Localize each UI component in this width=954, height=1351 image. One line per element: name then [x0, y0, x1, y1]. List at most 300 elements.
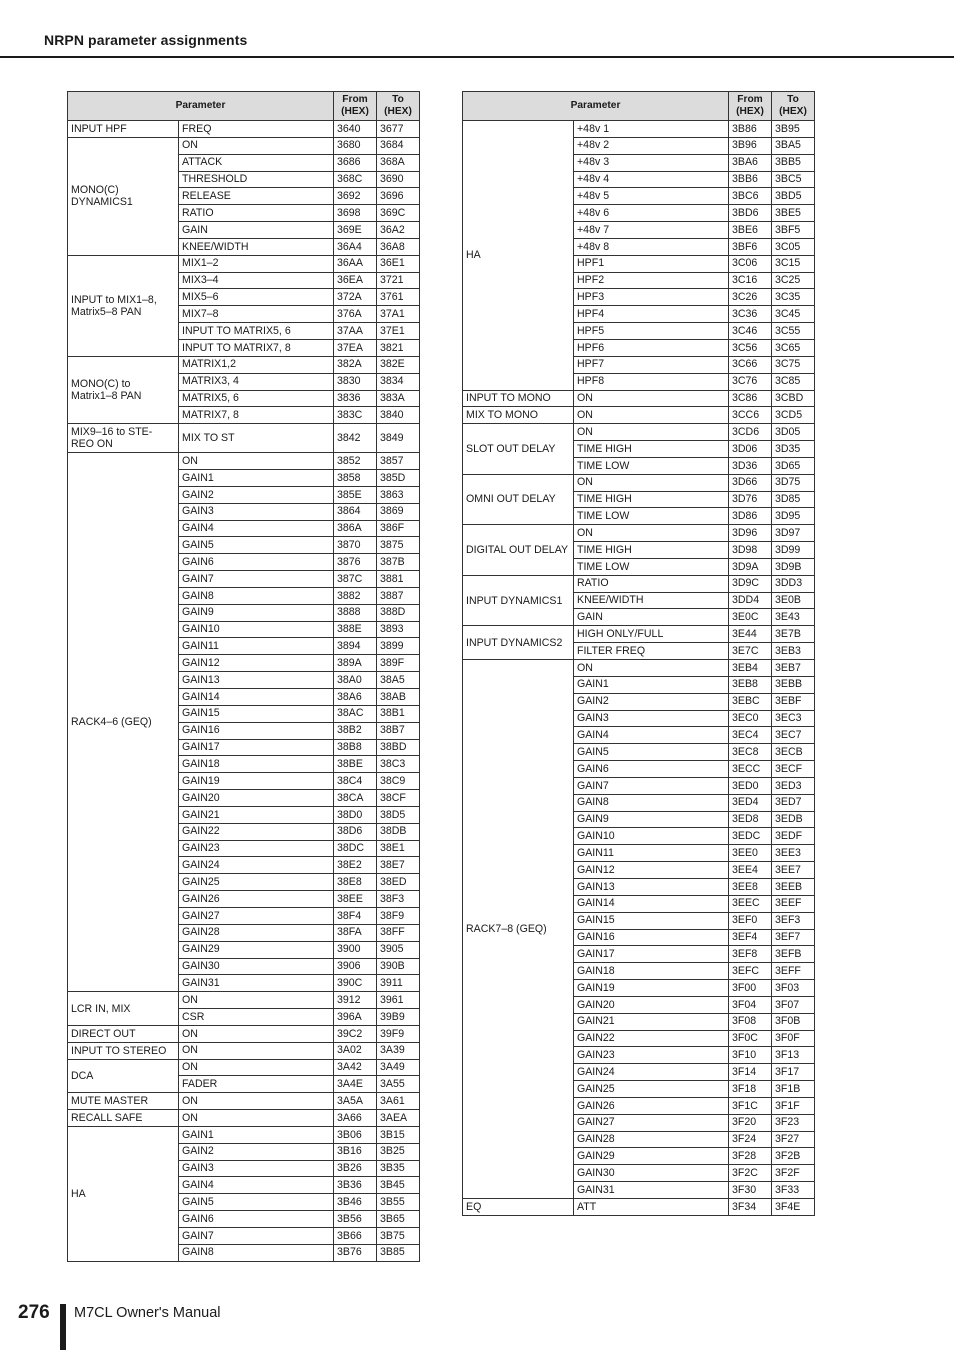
- parameter-group: DCA: [68, 1059, 179, 1093]
- nrpn-table-right: [462, 91, 815, 1216]
- parameter-name: MIX TO ST: [179, 424, 334, 453]
- from-hex: 3CD6: [729, 424, 772, 441]
- parameter-name: ON: [179, 992, 334, 1009]
- to-hex: 3AEA: [377, 1110, 420, 1127]
- from-hex: 36EA: [334, 272, 377, 289]
- parameter-name: FILTER FREQ: [574, 643, 729, 660]
- from-hex: 3F1C: [729, 1097, 772, 1114]
- table-row: [68, 1110, 420, 1127]
- to-hex: 3ECB: [772, 744, 815, 761]
- parameter-name: GAIN10: [179, 621, 334, 638]
- table-row: [463, 1199, 815, 1216]
- parameter-name: GAIN30: [574, 1165, 729, 1182]
- from-hex: 3BE6: [729, 222, 772, 239]
- parameter-name: TIME HIGH: [574, 441, 729, 458]
- to-hex: 3BE5: [772, 205, 815, 222]
- from-hex: 3F04: [729, 996, 772, 1013]
- from-hex: 3C86: [729, 390, 772, 407]
- to-hex: 39F9: [377, 1025, 420, 1042]
- to-hex: 3CBD: [772, 390, 815, 407]
- parameter-group: LCR IN, MIX: [68, 992, 179, 1026]
- parameter-name: INPUT TO MATRIX5, 6: [179, 323, 334, 340]
- to-hex: 3F2B: [772, 1148, 815, 1165]
- parameter-name: HPF8: [574, 373, 729, 390]
- to-hex: 3D85: [772, 491, 815, 508]
- from-hex: 3686: [334, 154, 377, 171]
- table-row: [68, 992, 420, 1009]
- from-hex: 3EB4: [729, 660, 772, 677]
- parameter-name: +48v 4: [574, 171, 729, 188]
- parameter-name: ATT: [574, 1199, 729, 1216]
- parameter-name: KNEE/WIDTH: [574, 592, 729, 609]
- parameter-name: GAIN3: [574, 710, 729, 727]
- to-hex: 3690: [377, 171, 420, 188]
- parameter-name: GAIN26: [179, 891, 334, 908]
- to-hex: 3D75: [772, 474, 815, 491]
- from-hex: 386A: [334, 520, 377, 537]
- parameter-name: HPF5: [574, 323, 729, 340]
- parameter-name: GAIN30: [179, 958, 334, 975]
- parameter-name: ON: [179, 1093, 334, 1110]
- to-hex: 3B55: [377, 1194, 420, 1211]
- parameter-name: GAIN9: [574, 811, 729, 828]
- to-hex: 3961: [377, 992, 420, 1009]
- from-hex: 3EE8: [729, 878, 772, 895]
- to-hex: 38F3: [377, 891, 420, 908]
- from-hex: 3EC0: [729, 710, 772, 727]
- parameter-name: +48v 3: [574, 154, 729, 171]
- table-row: [68, 1042, 420, 1059]
- parameter-name: GAIN3: [179, 1160, 334, 1177]
- parameter-name: ON: [179, 1110, 334, 1127]
- table-row: [68, 424, 420, 453]
- to-hex: 3761: [377, 289, 420, 306]
- to-hex: 3F27: [772, 1131, 815, 1148]
- parameter-name: MIX5–6: [179, 289, 334, 306]
- parameter-name: ON: [179, 1042, 334, 1059]
- to-hex: 3C15: [772, 255, 815, 272]
- from-hex: 3EF0: [729, 912, 772, 929]
- parameter-name: GAIN12: [574, 862, 729, 879]
- to-hex: 3C85: [772, 373, 815, 390]
- parameter-name: MIX3–4: [179, 272, 334, 289]
- from-hex: 3EF8: [729, 946, 772, 963]
- from-hex: 376A: [334, 306, 377, 323]
- to-hex: 3EBB: [772, 676, 815, 693]
- to-hex: 3BC5: [772, 171, 815, 188]
- parameter-name: GAIN: [179, 222, 334, 239]
- to-hex: 3BD5: [772, 188, 815, 205]
- parameter-name: ON: [179, 1059, 334, 1076]
- parameter-name: GAIN17: [179, 739, 334, 756]
- to-hex: 3D35: [772, 441, 815, 458]
- to-hex: 385D: [377, 470, 420, 487]
- parameter-name: GAIN5: [179, 1194, 334, 1211]
- to-hex: 3F17: [772, 1064, 815, 1081]
- from-hex: 3830: [334, 373, 377, 390]
- from-hex: 3EF4: [729, 929, 772, 946]
- from-hex: 368C: [334, 171, 377, 188]
- to-hex: 3C05: [772, 238, 815, 255]
- parameter-group: RACK4–6 (GEQ): [68, 453, 179, 992]
- parameter-name: TIME HIGH: [574, 491, 729, 508]
- from-hex: 3888: [334, 604, 377, 621]
- parameter-group: INPUT to MIX1–8, Matrix5–8 PAN: [68, 255, 179, 356]
- from-hex: 389A: [334, 655, 377, 672]
- parameter-name: GAIN4: [179, 1177, 334, 1194]
- parameter-name: GAIN24: [179, 857, 334, 874]
- parameter-name: GAIN10: [574, 828, 729, 845]
- from-hex: 3B26: [334, 1160, 377, 1177]
- parameter-name: ON: [574, 525, 729, 542]
- parameter-name: GAIN6: [574, 761, 729, 778]
- parameter-name: GAIN21: [574, 1013, 729, 1030]
- to-hex: 38C3: [377, 756, 420, 773]
- to-hex: 38ED: [377, 874, 420, 891]
- from-hex: 3F24: [729, 1131, 772, 1148]
- from-hex: 37AA: [334, 323, 377, 340]
- from-hex: 38D0: [334, 806, 377, 823]
- parameter-name: GAIN27: [179, 907, 334, 924]
- to-hex: 38CF: [377, 790, 420, 807]
- from-hex: 3C06: [729, 255, 772, 272]
- to-hex: 3A49: [377, 1059, 420, 1076]
- page-header-title: NRPN parameter assignments: [44, 32, 248, 48]
- nrpn-table-left: [67, 91, 420, 1262]
- from-hex: 3B56: [334, 1211, 377, 1228]
- from-hex: 38E2: [334, 857, 377, 874]
- to-hex: 38D5: [377, 806, 420, 823]
- parameter-name: HPF1: [574, 255, 729, 272]
- to-hex: 3D99: [772, 542, 815, 559]
- from-hex: 38DC: [334, 840, 377, 857]
- parameter-name: TIME LOW: [574, 457, 729, 474]
- to-hex: 3EBF: [772, 693, 815, 710]
- to-hex: 36A8: [377, 238, 420, 255]
- parameter-name: RATIO: [179, 205, 334, 222]
- parameter-name: GAIN16: [179, 722, 334, 739]
- to-hex: 38B1: [377, 705, 420, 722]
- from-hex: 3D86: [729, 508, 772, 525]
- from-hex: 38AC: [334, 705, 377, 722]
- parameter-name: HPF6: [574, 339, 729, 356]
- from-hex: 3F2C: [729, 1165, 772, 1182]
- to-hex: 3ED3: [772, 777, 815, 794]
- parameter-name: GAIN20: [574, 996, 729, 1013]
- from-hex: 3B46: [334, 1194, 377, 1211]
- to-hex: 387B: [377, 554, 420, 571]
- parameter-name: ON: [574, 660, 729, 677]
- parameter-name: GAIN5: [574, 744, 729, 761]
- to-hex: 368A: [377, 154, 420, 171]
- parameter-group: HA: [68, 1126, 179, 1261]
- parameter-name: GAIN4: [179, 520, 334, 537]
- to-hex: 390B: [377, 958, 420, 975]
- parameter-name: TIME HIGH: [574, 542, 729, 559]
- parameter-name: GAIN2: [179, 1143, 334, 1160]
- table-row: [68, 255, 420, 272]
- from-hex: 382A: [334, 356, 377, 373]
- from-hex: 369E: [334, 222, 377, 239]
- to-hex: 3EFF: [772, 963, 815, 980]
- parameter-name: GAIN: [574, 609, 729, 626]
- to-hex: 3B25: [377, 1143, 420, 1160]
- from-hex: 3DD4: [729, 592, 772, 609]
- from-hex: 3F0C: [729, 1030, 772, 1047]
- parameter-name: ON: [574, 474, 729, 491]
- to-hex: 3B95: [772, 121, 815, 138]
- from-hex: 3F10: [729, 1047, 772, 1064]
- parameter-group: DIRECT OUT: [68, 1025, 179, 1042]
- parameter-name: GAIN2: [179, 486, 334, 503]
- parameter-name: GAIN6: [179, 554, 334, 571]
- parameter-group: MONO(C) to Matrix1–8 PAN: [68, 356, 179, 423]
- parameter-name: ATTACK: [179, 154, 334, 171]
- from-hex: 3C46: [729, 323, 772, 340]
- from-hex: 38B8: [334, 739, 377, 756]
- from-hex: 3D66: [729, 474, 772, 491]
- to-hex: 3BA5: [772, 137, 815, 154]
- parameter-name: +48v 5: [574, 188, 729, 205]
- to-hex: 3849: [377, 424, 420, 453]
- parameter-name: GAIN25: [574, 1081, 729, 1098]
- from-hex: 3EC8: [729, 744, 772, 761]
- from-hex: 3894: [334, 638, 377, 655]
- parameter-name: ON: [574, 390, 729, 407]
- parameter-name: GAIN1: [179, 470, 334, 487]
- to-hex: 37E1: [377, 323, 420, 340]
- from-hex: 3BA6: [729, 154, 772, 171]
- from-hex: 3D9C: [729, 575, 772, 592]
- from-hex: 3842: [334, 424, 377, 453]
- from-hex: 3D96: [729, 525, 772, 542]
- to-hex: 3684: [377, 137, 420, 154]
- to-hex: 3F0B: [772, 1013, 815, 1030]
- parameter-name: ON: [179, 1025, 334, 1042]
- from-hex: 385E: [334, 486, 377, 503]
- from-hex: 3CC6: [729, 407, 772, 424]
- table-row: [68, 137, 420, 154]
- from-hex: 3C26: [729, 289, 772, 306]
- table-row: [463, 575, 815, 592]
- to-hex: 3EB3: [772, 643, 815, 660]
- parameter-name: MATRIX3, 4: [179, 373, 334, 390]
- from-hex: 3D76: [729, 491, 772, 508]
- to-hex: 3EDB: [772, 811, 815, 828]
- to-hex: 3EE3: [772, 845, 815, 862]
- from-hex: 3B36: [334, 1177, 377, 1194]
- to-hex: 3EDF: [772, 828, 815, 845]
- from-hex: 3B66: [334, 1228, 377, 1245]
- parameter-name: MIX1–2: [179, 255, 334, 272]
- column-header-parameter: Parameter: [463, 92, 729, 121]
- from-hex: 3C66: [729, 356, 772, 373]
- to-hex: 3863: [377, 486, 420, 503]
- to-hex: 3EFB: [772, 946, 815, 963]
- parameter-name: GAIN29: [179, 941, 334, 958]
- to-hex: 38DB: [377, 823, 420, 840]
- to-hex: 3F4E: [772, 1199, 815, 1216]
- from-hex: 3C36: [729, 306, 772, 323]
- parameter-group: INPUT HPF: [68, 121, 179, 138]
- table-row: [68, 121, 420, 138]
- parameter-name: GAIN7: [179, 571, 334, 588]
- table-row: [68, 453, 420, 470]
- table-row: [68, 1025, 420, 1042]
- from-hex: 38A6: [334, 689, 377, 706]
- from-hex: 3EBC: [729, 693, 772, 710]
- from-hex: 3BF6: [729, 238, 772, 255]
- column-header-to: To (HEX): [377, 92, 420, 121]
- parameter-name: GAIN2: [574, 693, 729, 710]
- manual-title: M7CL Owner's Manual: [74, 1305, 221, 1321]
- from-hex: 3EFC: [729, 963, 772, 980]
- parameter-group: OMNI OUT DELAY: [463, 474, 574, 525]
- to-hex: 3B35: [377, 1160, 420, 1177]
- to-hex: 3857: [377, 453, 420, 470]
- from-hex: 3F28: [729, 1148, 772, 1165]
- from-hex: 38CA: [334, 790, 377, 807]
- to-hex: 3EEF: [772, 895, 815, 912]
- parameter-name: GAIN7: [574, 777, 729, 794]
- to-hex: 3CD5: [772, 407, 815, 424]
- to-hex: 3C25: [772, 272, 815, 289]
- parameter-name: GAIN8: [179, 1244, 334, 1261]
- parameter-group: INPUT TO STEREO: [68, 1042, 179, 1059]
- to-hex: 3B65: [377, 1211, 420, 1228]
- parameter-name: GAIN22: [574, 1030, 729, 1047]
- parameter-name: FREQ: [179, 121, 334, 138]
- from-hex: 372A: [334, 289, 377, 306]
- parameter-group: MONO(C) DYNAMICS1: [68, 137, 179, 255]
- to-hex: 3D05: [772, 424, 815, 441]
- parameter-name: GAIN18: [574, 963, 729, 980]
- parameter-name: HPF3: [574, 289, 729, 306]
- from-hex: 3E44: [729, 626, 772, 643]
- to-hex: 3F03: [772, 980, 815, 997]
- to-hex: 3821: [377, 339, 420, 356]
- parameter-name: GAIN3: [179, 503, 334, 520]
- to-hex: 38E7: [377, 857, 420, 874]
- parameter-name: GAIN19: [179, 773, 334, 790]
- parameter-name: +48v 6: [574, 205, 729, 222]
- from-hex: 36AA: [334, 255, 377, 272]
- parameter-name: GAIN15: [574, 912, 729, 929]
- parameter-name: FADER: [179, 1076, 334, 1093]
- from-hex: 3A42: [334, 1059, 377, 1076]
- from-hex: 3870: [334, 537, 377, 554]
- to-hex: 3BB5: [772, 154, 815, 171]
- parameter-name: GAIN4: [574, 727, 729, 744]
- column-header-from: From (HEX): [334, 92, 377, 121]
- from-hex: 3906: [334, 958, 377, 975]
- from-hex: 3D9A: [729, 558, 772, 575]
- to-hex: 3F1F: [772, 1097, 815, 1114]
- parameter-name: GAIN18: [179, 756, 334, 773]
- from-hex: 38EE: [334, 891, 377, 908]
- to-hex: 3677: [377, 121, 420, 138]
- to-hex: 38AB: [377, 689, 420, 706]
- to-hex: 3905: [377, 941, 420, 958]
- from-hex: 3680: [334, 137, 377, 154]
- to-hex: 38F9: [377, 907, 420, 924]
- from-hex: 3A4E: [334, 1076, 377, 1093]
- parameter-name: GAIN14: [179, 689, 334, 706]
- from-hex: 3F08: [729, 1013, 772, 1030]
- from-hex: 3C56: [729, 339, 772, 356]
- parameter-name: ON: [179, 137, 334, 154]
- to-hex: 38FF: [377, 924, 420, 941]
- to-hex: 3ED7: [772, 794, 815, 811]
- from-hex: 3B76: [334, 1244, 377, 1261]
- to-hex: 3F0F: [772, 1030, 815, 1047]
- to-hex: 369C: [377, 205, 420, 222]
- to-hex: 3887: [377, 587, 420, 604]
- to-hex: 3C55: [772, 323, 815, 340]
- parameter-name: HPF4: [574, 306, 729, 323]
- parameter-name: GAIN13: [179, 672, 334, 689]
- parameter-name: GAIN11: [179, 638, 334, 655]
- parameter-group: SLOT OUT DELAY: [463, 424, 574, 475]
- from-hex: 3876: [334, 554, 377, 571]
- parameter-name: RATIO: [574, 575, 729, 592]
- from-hex: 3A5A: [334, 1093, 377, 1110]
- to-hex: 386F: [377, 520, 420, 537]
- table-row: [68, 1059, 420, 1076]
- parameter-name: HPF7: [574, 356, 729, 373]
- from-hex: 3E0C: [729, 609, 772, 626]
- to-hex: 3C45: [772, 306, 815, 323]
- parameter-name: ON: [574, 424, 729, 441]
- from-hex: 3C16: [729, 272, 772, 289]
- from-hex: 3B16: [334, 1143, 377, 1160]
- from-hex: 3A02: [334, 1042, 377, 1059]
- parameter-name: GAIN1: [179, 1126, 334, 1143]
- parameter-name: KNEE/WIDTH: [179, 238, 334, 255]
- parameter-name: +48v 2: [574, 137, 729, 154]
- parameter-name: GAIN16: [574, 929, 729, 946]
- from-hex: 3ED4: [729, 794, 772, 811]
- from-hex: 38BE: [334, 756, 377, 773]
- parameter-name: GAIN23: [179, 840, 334, 857]
- from-hex: 3BB6: [729, 171, 772, 188]
- to-hex: 3875: [377, 537, 420, 554]
- to-hex: 3A55: [377, 1076, 420, 1093]
- from-hex: 3C76: [729, 373, 772, 390]
- parameter-group: INPUT TO MONO: [463, 390, 574, 407]
- to-hex: 38E1: [377, 840, 420, 857]
- from-hex: 3F34: [729, 1199, 772, 1216]
- to-hex: 3EB7: [772, 660, 815, 677]
- from-hex: 3F18: [729, 1081, 772, 1098]
- from-hex: 3F20: [729, 1114, 772, 1131]
- parameter-name: GAIN27: [574, 1114, 729, 1131]
- to-hex: 37A1: [377, 306, 420, 323]
- from-hex: 36A4: [334, 238, 377, 255]
- parameter-name: GAIN1: [574, 676, 729, 693]
- to-hex: 3B85: [377, 1244, 420, 1261]
- to-hex: 3B75: [377, 1228, 420, 1245]
- to-hex: 3BF5: [772, 222, 815, 239]
- header-divider: [0, 56, 954, 58]
- to-hex: 3893: [377, 621, 420, 638]
- from-hex: 3698: [334, 205, 377, 222]
- from-hex: 390C: [334, 975, 377, 992]
- from-hex: 383C: [334, 407, 377, 424]
- parameter-name: GAIN29: [574, 1148, 729, 1165]
- to-hex: 3E0B: [772, 592, 815, 609]
- table-row: [68, 1093, 420, 1110]
